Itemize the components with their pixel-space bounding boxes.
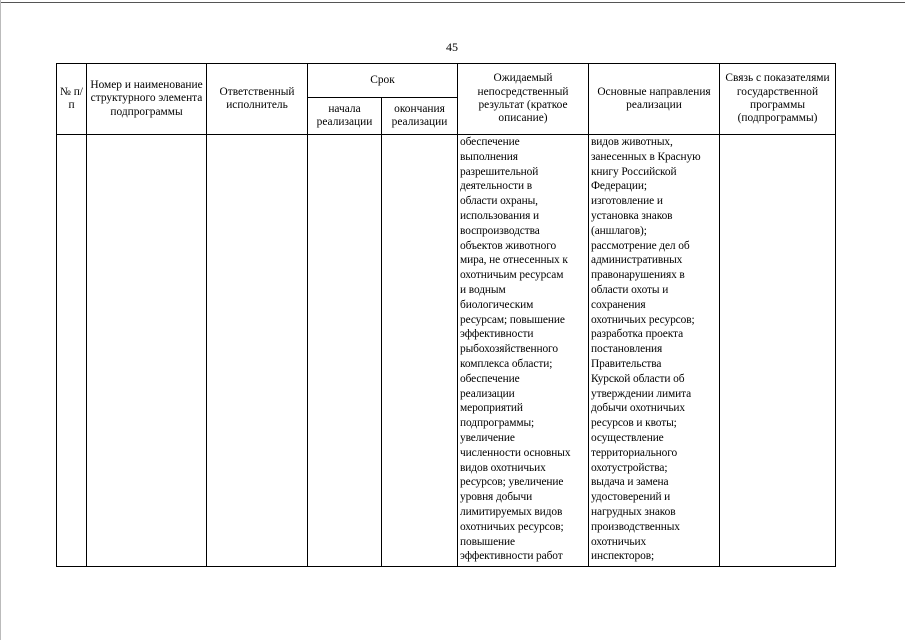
header-term-end: окончания реализации [382,98,458,135]
header-term-start: начала реализации [308,98,382,135]
header-structural-element: Номер и наименование структурного элемента подпрограммы [87,64,207,135]
cell-expected-result: обеспечение выполнения разрешительной деятельности в области охраны, использования и воспроизводства объектов животного мира, не отнесенных к охотничьим ресурсам и водным биологическим ресурсам; повышение эффективности рыбохозяйственного комплекса области; обеспечение реализации мероприятий подпрограммы; увеличение численности основных видов охотничьих ресурсов; увеличение уровня добычи лимитируемых видов охотничьих ресурсов; повышение эффективности работ [458,135,589,567]
page-number: 45 [446,40,458,54]
header-num: № п/п [57,64,87,135]
header-term: Срок [308,64,458,98]
table-header [57,64,836,135]
cell-structural-element [87,135,207,567]
cell-term-end [382,135,458,567]
header-main-directions: Основные направления реализации [589,64,720,135]
cell-executor [207,135,308,567]
scan-left-edge [0,0,1,640]
cell-link-indicators [720,135,836,567]
cell-term-start [308,135,382,567]
header-executor: Ответственный исполнитель [207,64,308,135]
subprogram-table [56,63,836,567]
cell-main-directions: видов животных, занесенных в Красную книгу Российской Федерации; изготовление и установка знаков (аншлагов); рассмотрение дел об административных правонарушениях в области охоты и сохранения охотничьих ресурсов; разработка проекта постановления Правительства Курской области об утверждении лимита добычи охотничьих ресурсов и квоты; осуществление территориального охотустройства; выдача и замена удостоверений и нагрудных знаков производственных охотничьих инспекторов; [589,135,720,567]
table-row [57,135,836,567]
cell-num [57,135,87,567]
header-link-indicators: Связь с показателями государственной программы (подпрограммы) [720,64,836,135]
scan-edge-line [0,2,905,3]
header-expected-result: Ожидаемый непосредственный результат (краткое описание) [458,64,589,135]
